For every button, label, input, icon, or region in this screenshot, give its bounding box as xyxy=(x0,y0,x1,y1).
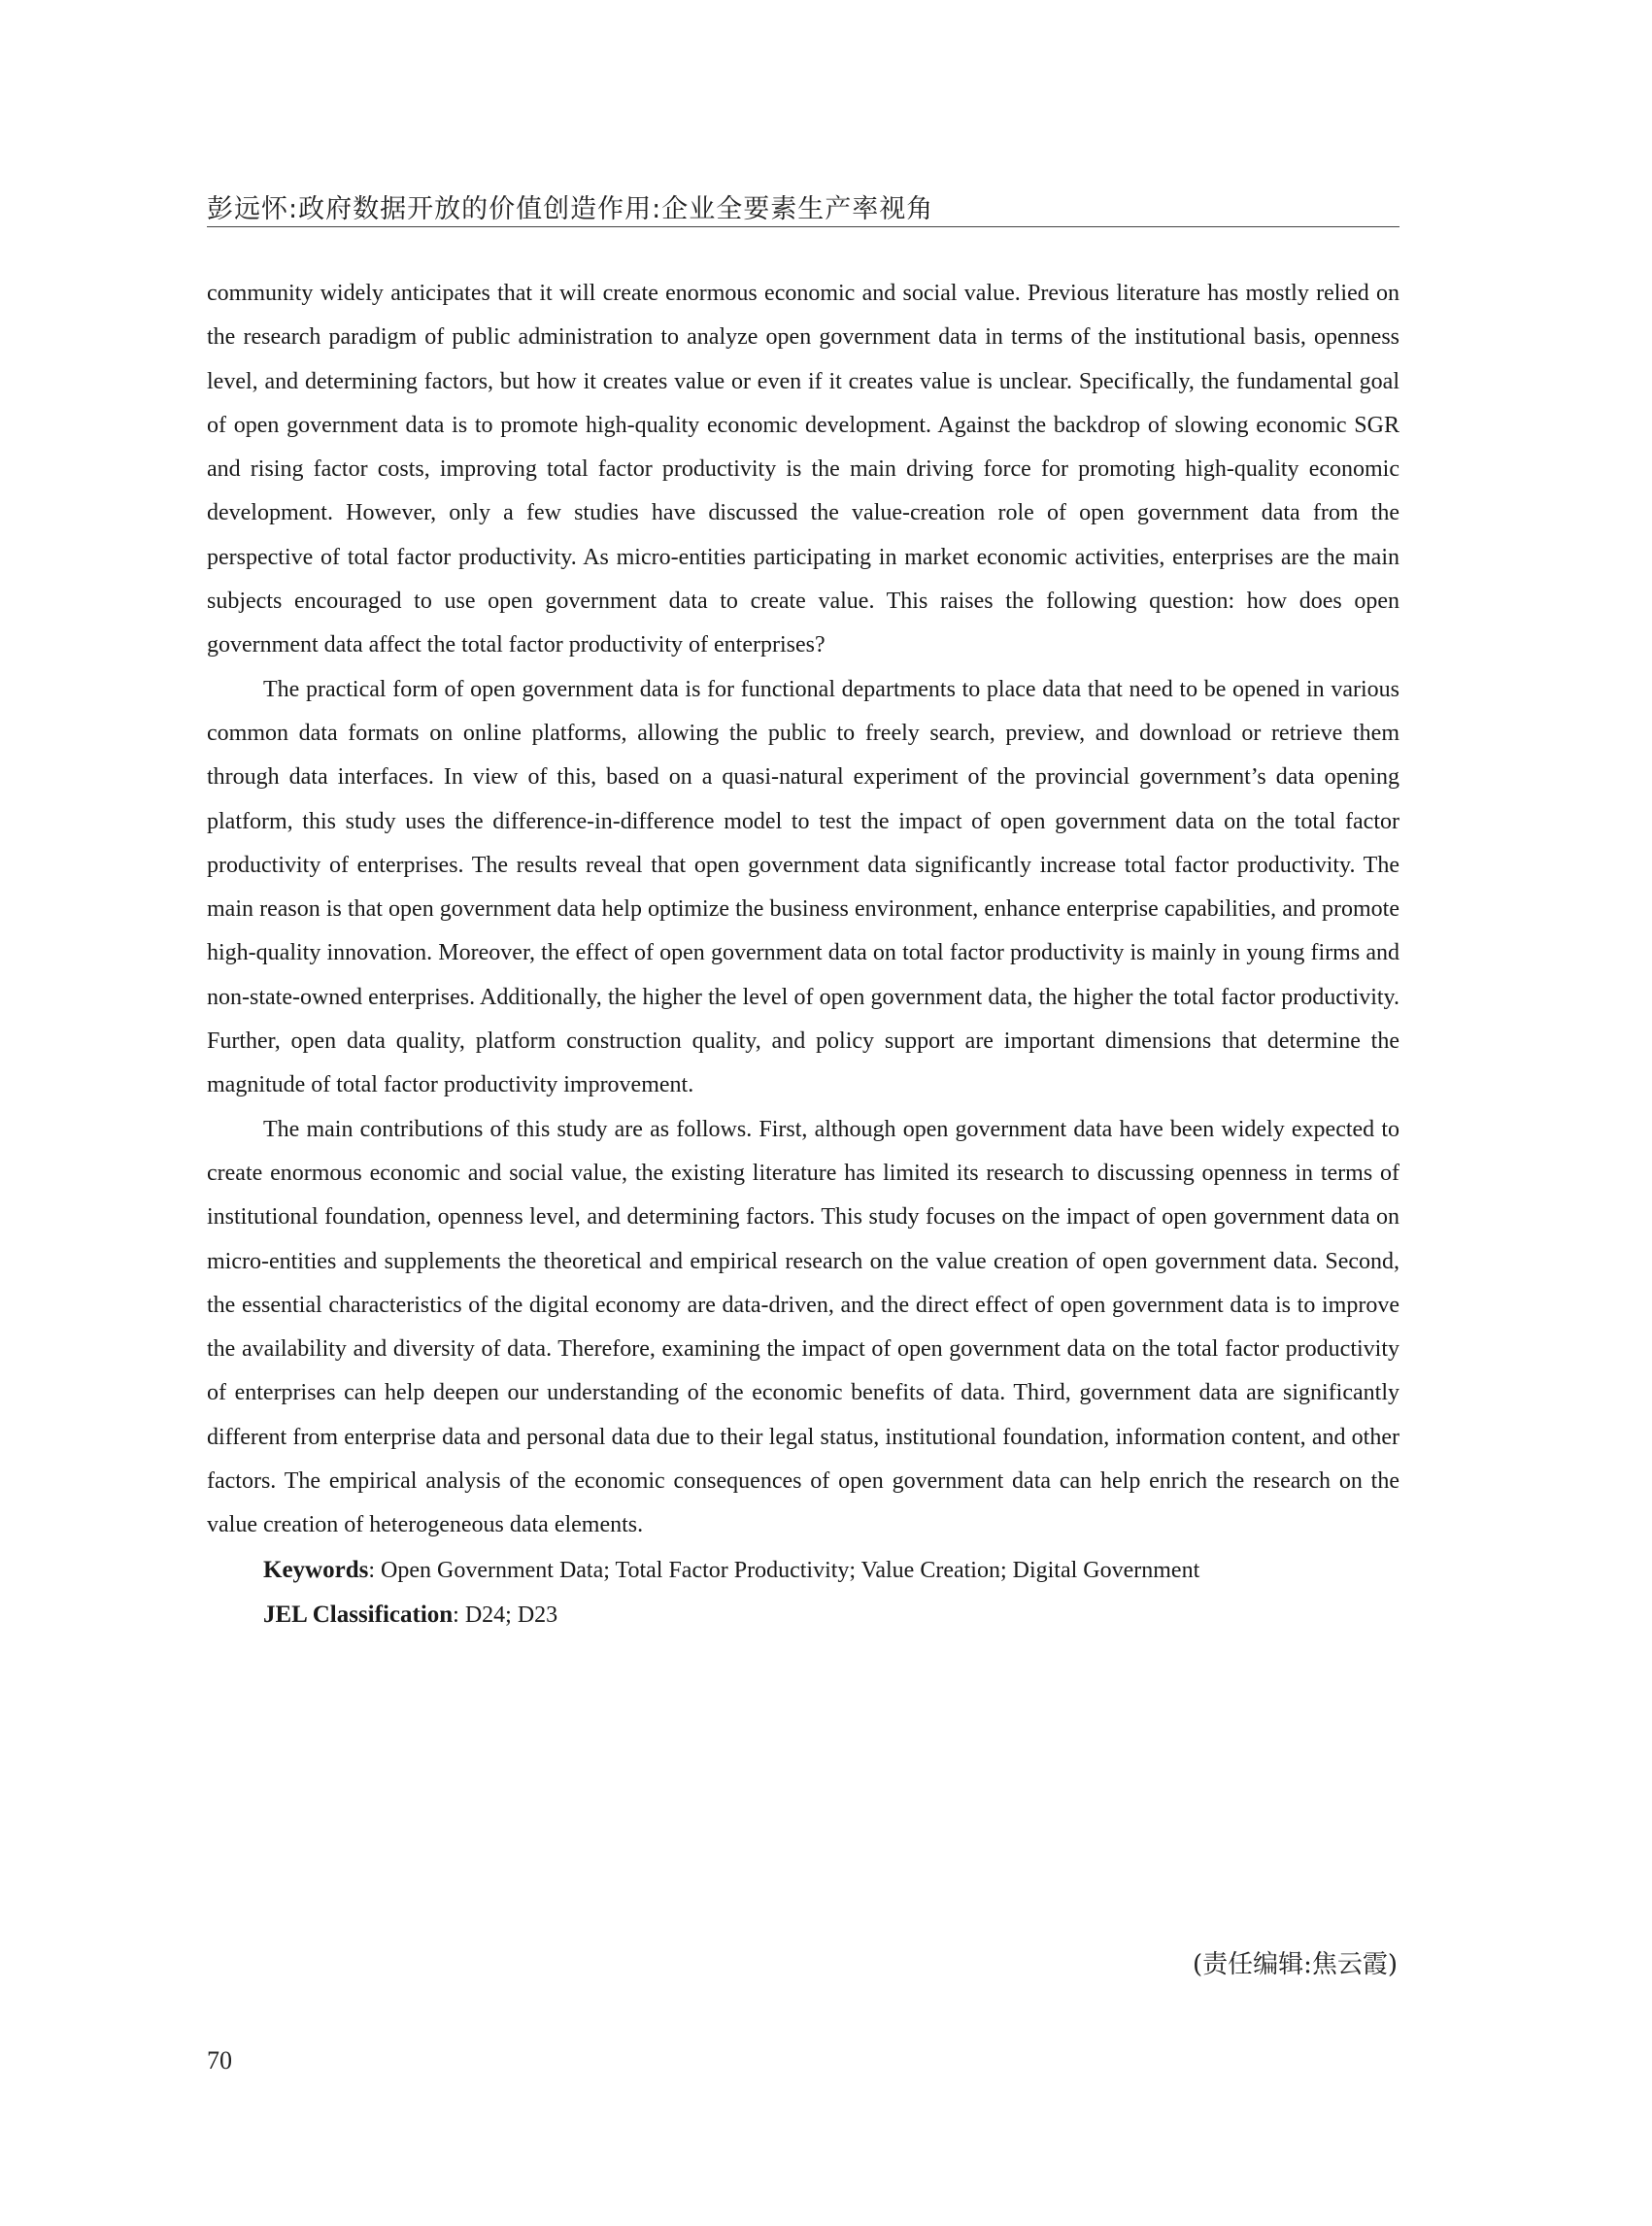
running-header-title: 彭远怀:政府数据开放的价值创造作用:企业全要素生产率视角 xyxy=(207,194,934,224)
page-number: 70 xyxy=(207,2046,232,2074)
article-body xyxy=(207,272,1399,1637)
keywords-line xyxy=(207,1548,1399,1593)
paragraph-continued: community widely anticipates that it will create enormous economic and social value. Previous literature has mostly relied on the research paradigm of public administration to analyze open government data in terms of the institutional basis, openness level, and determining factors, but how it creates value or even if it creates value is unclear. Specifically, the fundamental goal of open government data is to promote high-quality economic development. Against the backdrop of slowing economic SGR and rising factor costs, improving total factor productivity is the main driving force for promoting high-quality economic development. However, only a few studies have discussed the value-creation role of open government data from the perspective of total factor productivity. As micro-entities participating in market economic activities, enterprises are the main subjects encouraged to use open government data to create value. This raises the following question: how does open government data affect the total factor productivity of enterprises? xyxy=(207,281,1399,658)
keywords-label: Keywords xyxy=(263,1556,369,1583)
jel-value: : D24; D23 xyxy=(453,1602,558,1628)
jel-line xyxy=(207,1593,1399,1637)
jel-label: JEL Classification xyxy=(263,1601,454,1628)
header-divider xyxy=(207,226,1399,227)
paragraph-method: The practical form of open government data is for functional departments to place data that need to be opened in various common data formats on online platforms, allowing the public to freely search, preview, and download or retrieve them through data interfaces. In view of this, based on a quasi-natural experiment of the provincial government’s data opening platform, this study uses the difference-in-difference model to test the impact of open government data on the total factor productivity of enterprises. The results reveal that open government data significantly increase total factor productivity. The main reason is that open government data help optimize the business environment, enhance enterprise capabilities, and promote high-quality innovation. Moreover, the effect of open government data on total factor productivity is mainly in young firms and non-state-owned enterprises. Additionally, the higher the level of open government data, the higher the total factor productivity. Further, open data quality, platform construction quality, and policy support are important dimensions that determine the magnitude of total factor productivity improvement. xyxy=(207,676,1399,1098)
paragraph-contributions: The main contributions of this study are as follows. First, although open government data have been widely expected to create enormous economic and social value, the existing literature has limited its research to discussing openness in terms of institutional foundation, openness level, and determining factors. This study focuses on the impact of open government data on micro-entities and supplements the theoretical and empirical research on the value creation of open government data. Second, the essential characteristics of the digital economy are data-driven, and the direct effect of open government data is to improve the availability and diversity of data. Therefore, examining the impact of open government data on the total factor productivity of enterprises can help deepen our understanding of the economic benefits of data. Third, government data are significantly different from enterprise data and personal data due to their legal status, institutional foundation, information content, and other factors. The empirical analysis of the economic consequences of open government data can help enrich the research on the value creation of heterogeneous data elements. xyxy=(207,1116,1399,1538)
editor-note: (责任编辑:焦云霞) xyxy=(1192,1950,1398,1979)
keywords-value: : Open Government Data; Total Factor Productivity; Value Creation; Digital Government xyxy=(368,1557,1200,1583)
